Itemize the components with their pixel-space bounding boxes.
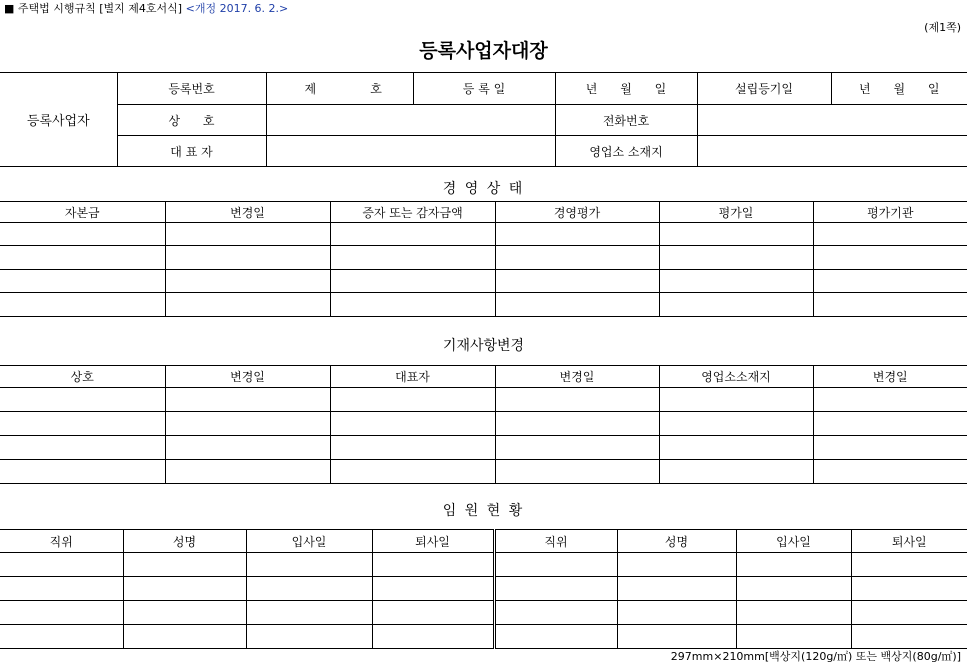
table-cell[interactable] <box>617 577 736 601</box>
changes-header-trade-name: 상호 <box>0 366 165 388</box>
table-cell[interactable] <box>813 223 967 246</box>
changes-header-change-date-3: 변경일 <box>813 366 967 388</box>
officers-header-join-2: 입사일 <box>736 530 851 553</box>
table-row <box>0 246 967 270</box>
table-cell[interactable] <box>736 625 851 649</box>
officers-header-leave-2: 퇴사일 <box>851 530 967 553</box>
reg-no-label: 등록번호 <box>117 73 266 105</box>
page-title: 등록사업자대장 <box>419 40 548 62</box>
table-cell[interactable] <box>617 601 736 625</box>
table-cell[interactable] <box>165 223 330 246</box>
table-cell[interactable] <box>372 625 494 649</box>
mgmt-section-title: 경 영 상 태 <box>442 181 525 197</box>
table-cell[interactable] <box>659 436 813 460</box>
registrant-table <box>0 72 967 167</box>
reg-no-suffix: 호 <box>370 82 382 96</box>
table-cell[interactable] <box>495 460 659 484</box>
table-cell[interactable] <box>617 625 736 649</box>
est-date-label: 설립등기일 <box>697 73 831 105</box>
table-cell[interactable] <box>0 246 165 270</box>
table-row <box>0 601 967 625</box>
office-field[interactable] <box>697 136 967 167</box>
changes-header-change-date-2: 변경일 <box>495 366 659 388</box>
mgmt-table <box>0 201 967 317</box>
table-cell[interactable] <box>246 553 372 577</box>
table-cell[interactable] <box>123 553 246 577</box>
officers-header-join-1: 입사일 <box>246 530 372 553</box>
reg-no-prefix: 제 <box>304 82 317 96</box>
officers-header-position-1: 직위 <box>0 530 123 553</box>
table-cell[interactable] <box>659 270 813 293</box>
table-row <box>0 270 967 293</box>
table-cell[interactable] <box>372 601 494 625</box>
table-cell[interactable] <box>246 625 372 649</box>
table-cell[interactable] <box>165 270 330 293</box>
reg-date-field[interactable]: 년 월 일 <box>555 73 697 105</box>
table-cell[interactable] <box>123 577 246 601</box>
officers-header-position-2: 직위 <box>494 530 617 553</box>
table-cell[interactable] <box>659 460 813 484</box>
table-cell[interactable] <box>495 246 659 270</box>
revision-note: <개정 2017. 6. 2.> <box>185 2 289 15</box>
table-cell[interactable] <box>330 388 495 412</box>
table-cell[interactable] <box>0 553 123 577</box>
table-row <box>0 223 967 246</box>
changes-section-title: 기재사항변경 <box>442 338 525 354</box>
changes-table <box>0 365 967 484</box>
changes-header-rep: 대표자 <box>330 366 495 388</box>
table-cell[interactable] <box>495 293 659 317</box>
table-row <box>0 625 967 649</box>
table-cell[interactable] <box>0 270 165 293</box>
table-cell[interactable] <box>372 553 494 577</box>
changes-header-change-date-1: 변경일 <box>165 366 330 388</box>
table-row <box>0 412 967 436</box>
mgmt-header-capital: 자본금 <box>0 202 165 223</box>
table-cell[interactable] <box>123 601 246 625</box>
table-cell[interactable] <box>330 293 495 317</box>
table-cell[interactable] <box>246 601 372 625</box>
mgmt-header-eval-date: 평가일 <box>659 202 813 223</box>
table-cell[interactable] <box>0 412 165 436</box>
table-cell[interactable] <box>736 577 851 601</box>
table-cell[interactable] <box>813 388 967 412</box>
table-cell[interactable] <box>165 246 330 270</box>
registrant-section-label: 등록사업자 <box>0 73 117 167</box>
reg-date-label: 등 록 일 <box>413 73 555 105</box>
table-row <box>0 460 967 484</box>
page-number: (제1쪽) <box>924 21 961 34</box>
table-cell[interactable] <box>330 246 495 270</box>
table-cell[interactable] <box>659 293 813 317</box>
table-cell[interactable] <box>659 223 813 246</box>
table-cell[interactable] <box>165 388 330 412</box>
table-cell[interactable] <box>659 246 813 270</box>
table-cell[interactable] <box>851 577 967 601</box>
table-row <box>0 553 967 577</box>
table-cell[interactable] <box>851 601 967 625</box>
mgmt-header-change-date: 변경일 <box>165 202 330 223</box>
officers-section-title: 임 원 현 황 <box>442 503 525 519</box>
officers-header-name-2: 성명 <box>617 530 736 553</box>
table-cell[interactable] <box>495 388 659 412</box>
changes-header-office: 영업소소재지 <box>659 366 813 388</box>
table-cell[interactable] <box>495 223 659 246</box>
trade-name-field[interactable] <box>266 105 555 136</box>
table-cell[interactable] <box>494 577 617 601</box>
table-row <box>0 388 967 412</box>
table-cell[interactable] <box>813 293 967 317</box>
table-cell[interactable] <box>736 601 851 625</box>
table-cell[interactable] <box>494 625 617 649</box>
table-cell[interactable] <box>494 601 617 625</box>
table-cell[interactable] <box>851 553 967 577</box>
est-date-field[interactable]: 년 월 일 <box>831 73 967 105</box>
table-cell[interactable] <box>736 553 851 577</box>
table-cell[interactable] <box>372 577 494 601</box>
table-cell[interactable] <box>246 577 372 601</box>
table-cell[interactable] <box>495 436 659 460</box>
table-cell[interactable] <box>330 412 495 436</box>
table-cell[interactable] <box>813 460 967 484</box>
table-cell[interactable] <box>0 577 123 601</box>
table-cell[interactable] <box>813 412 967 436</box>
table-cell[interactable] <box>0 436 165 460</box>
table-cell[interactable] <box>0 625 123 649</box>
table-cell[interactable] <box>123 625 246 649</box>
table-cell[interactable] <box>813 246 967 270</box>
table-cell[interactable] <box>165 412 330 436</box>
table-cell[interactable] <box>0 293 165 317</box>
table-cell[interactable] <box>330 460 495 484</box>
office-label: 영업소 소재지 <box>555 136 697 167</box>
rep-field[interactable] <box>266 136 555 167</box>
paper-spec: 297mm×210mm[백상지(120g/㎡) 또는 백상지(80g/㎡)] <box>670 650 961 663</box>
table-cell[interactable] <box>659 388 813 412</box>
table-cell[interactable] <box>813 270 967 293</box>
table-cell[interactable] <box>851 625 967 649</box>
table-cell[interactable] <box>330 270 495 293</box>
table-cell[interactable] <box>617 553 736 577</box>
table-cell[interactable] <box>0 601 123 625</box>
officers-table <box>0 529 967 649</box>
form-label: ■ 주택법 시행규칙 [별지 제4호서식] <개정 2017. 6. 2.> <box>4 2 289 15</box>
rep-label: 대 표 자 <box>117 136 266 167</box>
table-cell[interactable] <box>165 293 330 317</box>
table-cell[interactable] <box>495 270 659 293</box>
officers-header-leave-1: 퇴사일 <box>372 530 494 553</box>
table-cell[interactable] <box>495 412 659 436</box>
table-cell[interactable] <box>494 553 617 577</box>
mgmt-header-evaluation: 경영평가 <box>495 202 659 223</box>
table-cell[interactable] <box>0 460 165 484</box>
table-cell[interactable] <box>0 223 165 246</box>
table-cell[interactable] <box>330 436 495 460</box>
table-cell[interactable] <box>0 388 165 412</box>
table-row <box>0 436 967 460</box>
phone-label: 전화번호 <box>555 105 697 136</box>
table-row <box>0 577 967 601</box>
reg-no-field[interactable] <box>266 73 413 105</box>
table-row <box>0 293 967 317</box>
officers-header-name-1: 성명 <box>123 530 246 553</box>
mgmt-header-amount: 증자 또는 감자금액 <box>330 202 495 223</box>
table-cell[interactable] <box>813 436 967 460</box>
trade-name-label: 상 호 <box>117 105 266 136</box>
table-cell[interactable] <box>330 223 495 246</box>
table-cell[interactable] <box>165 460 330 484</box>
table-cell[interactable] <box>659 412 813 436</box>
phone-field[interactable] <box>697 105 967 136</box>
mgmt-header-evaluator: 평가기관 <box>813 202 967 223</box>
table-cell[interactable] <box>165 436 330 460</box>
